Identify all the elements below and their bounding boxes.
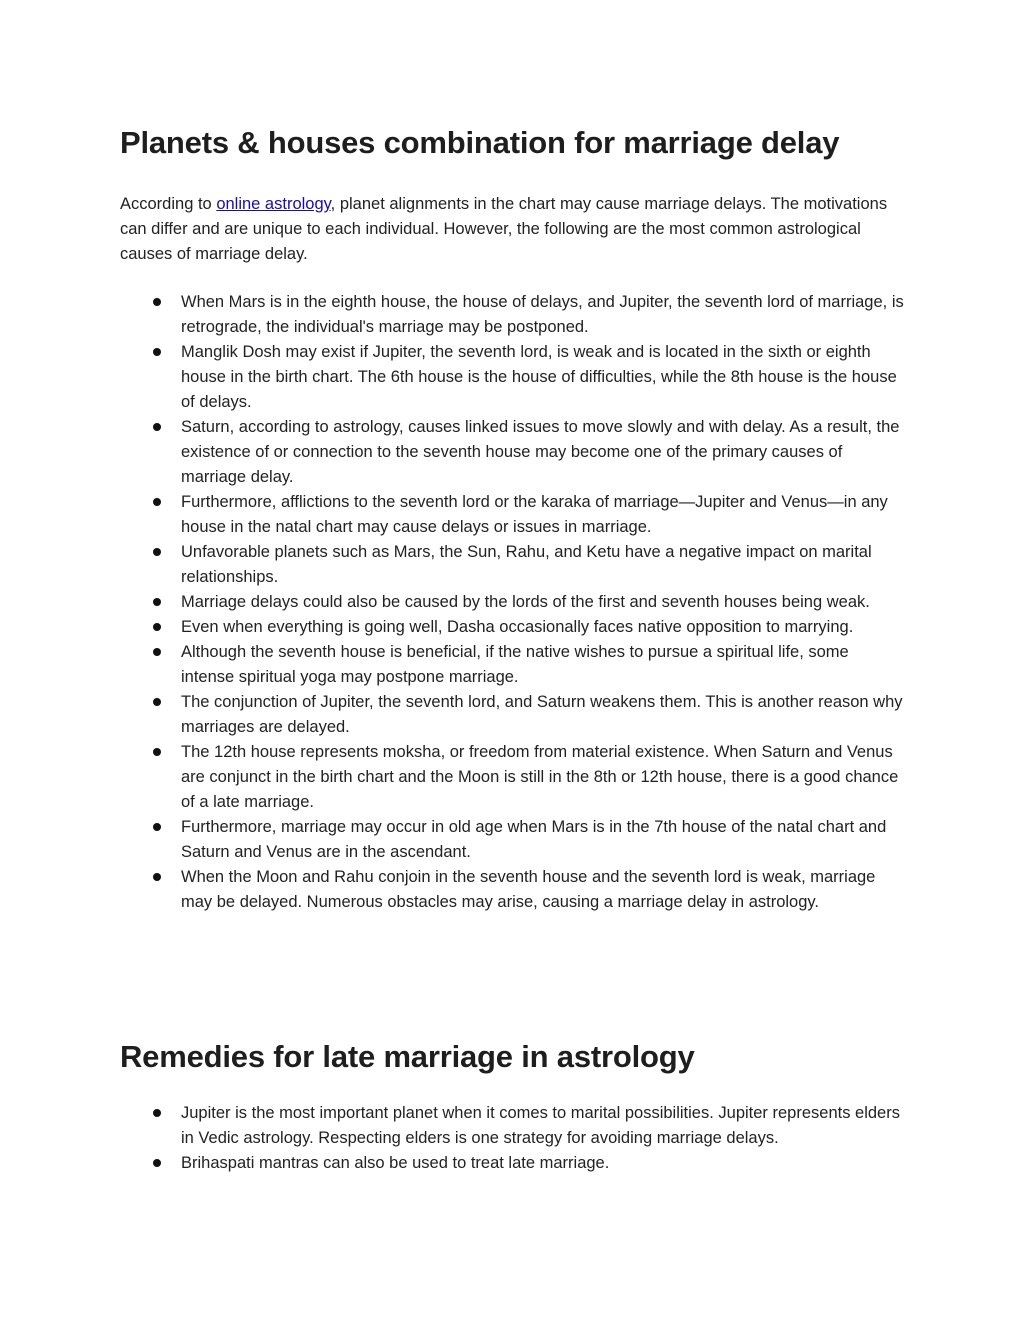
section-heading-marriage-delay: Planets & houses combination for marriage delay (120, 125, 840, 160)
section-heading-remedies: Remedies for late marriage in astrology (120, 1039, 695, 1074)
intro-paragraph (120, 192, 895, 267)
list-item-text: The 12th house represents moksha, or freedom from material existence. When Saturn and Venus are conjunct in the birth chart and the Moon is still in the 8th or 12th house, there is a good chance of a late marriage. (181, 743, 899, 811)
list-item-text: Manglik Dosh may exist if Jupiter, the seventh lord, is weak and is located in the sixth or eighth house in the birth chart. The 6th house is the house of difficulties, while the 8th house is the house of delays. (181, 343, 897, 411)
list-item-text: Brihaspati mantras can also be used to treat late marriage. (181, 1154, 610, 1172)
bullet-icon (153, 873, 161, 881)
remedies-list (120, 1101, 905, 1176)
list-item-text: Marriage delays could also be caused by the lords of the first and seventh houses being weak. (181, 593, 870, 611)
list-item (120, 490, 905, 540)
list-item (120, 815, 905, 865)
bullet-icon (153, 698, 161, 706)
list-item-text: When Mars is in the eighth house, the house of delays, and Jupiter, the seventh lord of marriage, is retrograde, the individual's marriage may be postponed. (181, 293, 904, 336)
list-item (120, 615, 905, 640)
bullet-icon (153, 423, 161, 431)
bullet-icon (153, 648, 161, 656)
list-item (120, 415, 905, 490)
list-item-text: Even when everything is going well, Dasha occasionally faces native opposition to marrying. (181, 618, 854, 636)
bullet-icon (153, 748, 161, 756)
list-item (120, 740, 905, 815)
bullet-icon (153, 1109, 161, 1117)
online-astrology-link[interactable]: online astrology (216, 195, 331, 213)
list-item (120, 690, 905, 740)
list-item-text: Furthermore, marriage may occur in old age when Mars is in the 7th house of the natal chart and Saturn and Venus are in the ascendant. (181, 818, 887, 861)
list-item (120, 640, 905, 690)
list-item-text: The conjunction of Jupiter, the seventh lord, and Saturn weakens them. This is another reason why marriages are delayed. (181, 693, 903, 736)
bullet-icon (153, 298, 161, 306)
bullet-icon (153, 348, 161, 356)
bullet-icon (153, 623, 161, 631)
list-item (120, 865, 905, 915)
list-item-text: Saturn, according to astrology, causes linked issues to move slowly and with delay. As a result, the existence of or connection to the seventh house may become one of the primary causes of marriage delay. (181, 418, 900, 486)
bullet-icon (153, 598, 161, 606)
bullet-icon (153, 548, 161, 556)
list-item-text: Jupiter is the most important planet when it comes to marital possibilities. Jupiter represents elders in Vedic astrology. Respecting elders is one strategy for avoiding marriage delays. (181, 1104, 900, 1147)
causes-list (120, 290, 905, 915)
list-item-text: Unfavorable planets such as Mars, the Sun, Rahu, and Ketu have a negative impact on marital relationships. (181, 543, 872, 586)
bullet-icon (153, 1159, 161, 1167)
intro-text-after: , planet alignments in the chart may cause marriage delays. The motivations can differ and are unique to each individual. However, the following are the most common astrological causes of marriage delay. (120, 195, 888, 263)
list-item (120, 1151, 905, 1176)
list-item-text: When the Moon and Rahu conjoin in the seventh house and the seventh lord is weak, marriage may be delayed. Numerous obstacles may arise, causing a marriage delay in astrology. (181, 868, 876, 911)
list-item-text: Although the seventh house is beneficial, if the native wishes to pursue a spiritual life, some intense spiritual yoga may postpone marriage. (181, 643, 849, 686)
bullet-icon (153, 823, 161, 831)
bullet-icon (153, 498, 161, 506)
intro-text-before: According to (120, 195, 217, 213)
list-item-text: Furthermore, afflictions to the seventh lord or the karaka of marriage—Jupiter and Venus—in any house in the natal chart may cause delays or issues in marriage. (181, 493, 888, 536)
list-item (120, 340, 905, 415)
list-item (120, 1101, 905, 1151)
list-item (120, 540, 905, 590)
list-item (120, 290, 905, 340)
list-item (120, 590, 905, 615)
